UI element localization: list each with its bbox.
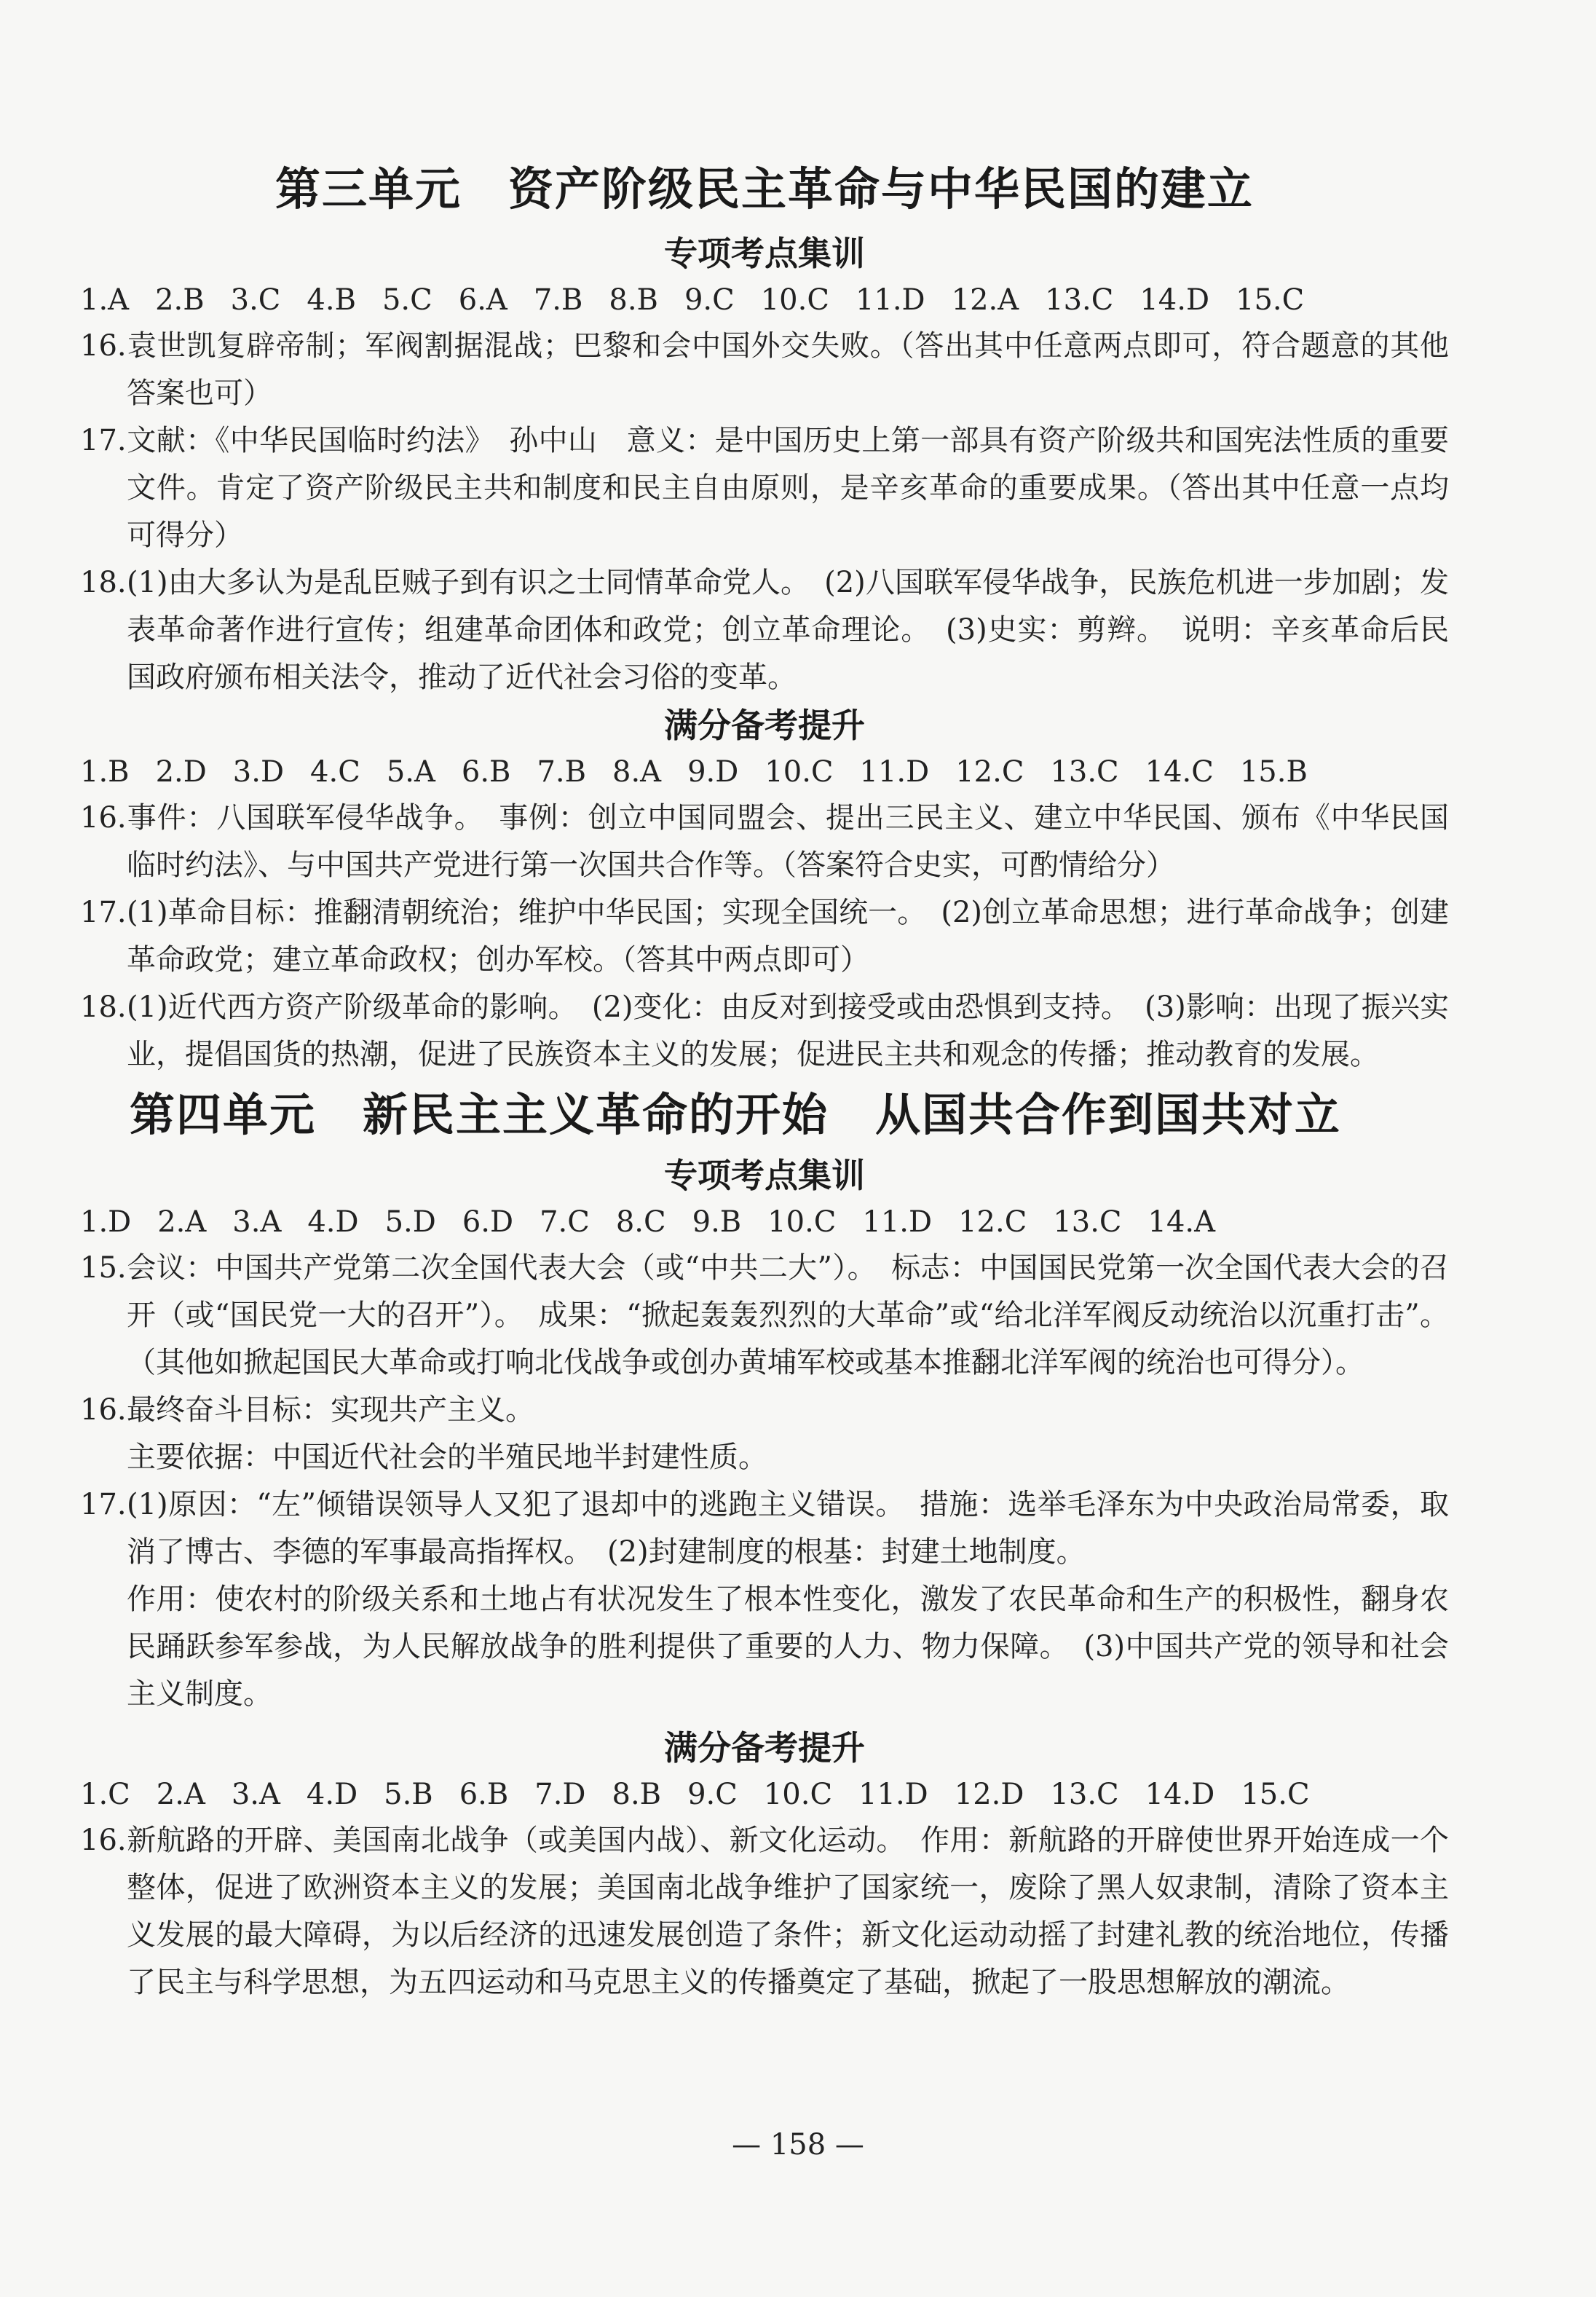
- page-number: — 158 —: [732, 2128, 864, 2162]
- choice-answer: 8.B: [612, 1778, 662, 1811]
- choice-answer: 5.D: [384, 1205, 436, 1239]
- unit4-section2-choices: [80, 1772, 1449, 1817]
- choice-answer: 7.B: [537, 755, 586, 789]
- choice-answer: 10.C: [760, 283, 829, 317]
- unit3-title: 第三单元 资产阶级民主革命与中华民国的建立: [274, 162, 1254, 216]
- unit4-s2-q16: [80, 1817, 1449, 2006]
- question-number: 17.: [80, 424, 127, 457]
- choice-answer: 11.D: [858, 1778, 928, 1811]
- unit4-s1-q16: [80, 1387, 1449, 1481]
- choice-answer: 9.D: [687, 755, 739, 789]
- choice-answer: 4.C: [310, 755, 360, 789]
- choice-answer: 1.C: [80, 1778, 130, 1811]
- choice-answer: 7.D: [534, 1778, 586, 1811]
- choice-answer: 8.A: [612, 755, 662, 789]
- choice-answer: 4.D: [306, 1778, 358, 1811]
- choice-answer: 12.D: [954, 1778, 1024, 1811]
- question-number: 16.: [80, 1393, 127, 1427]
- unit3-s2-q18: [80, 984, 1449, 1079]
- choice-answer: 9.B: [692, 1205, 742, 1239]
- choice-answer: 14.D: [1145, 1778, 1215, 1811]
- unit4-s1-q17: [80, 1481, 1449, 1718]
- choice-answer: 13.C: [1050, 1778, 1119, 1811]
- question-number: 18.: [80, 566, 127, 599]
- choice-answer: 5.A: [386, 755, 435, 789]
- choice-answer: 13.C: [1053, 1205, 1122, 1239]
- choice-answer: 8.B: [609, 283, 658, 317]
- choice-answer: 6.A: [458, 283, 507, 317]
- choice-answer: 8.C: [615, 1205, 666, 1239]
- choice-answer: 3.D: [232, 755, 285, 789]
- choice-answer: 6.D: [462, 1205, 514, 1239]
- choice-answer: 14.A: [1147, 1205, 1216, 1239]
- choice-answer: 13.C: [1045, 283, 1114, 317]
- unit4-section1-choices: [80, 1199, 1449, 1245]
- choice-answer: 15.C: [1241, 1778, 1310, 1811]
- choice-answer: 1.B: [80, 755, 130, 789]
- unit3-s1-q18: [80, 559, 1449, 701]
- unit3-section1-choices: [80, 277, 1449, 323]
- answer-text: 主要依据：中国近代社会的半殖民地半封建性质。: [127, 1441, 767, 1474]
- answer-text: 新航路的开辟、美国南北战争（或美国内战）、新文化运动。 作用：新航路的开辟使世界开始连成一个整体，促进了欧洲资本主义的发展；美国南北战争维护了国家统一，废除了黑人奴隶制，清除了资本主义发展的最大障碍，为以后经济的迅速发展创造了条件；新文化运动动摇了封建礼教的统治地位，传播了民主与科学思想，为五四运动和马克思主义的传播奠定了基础，掀起了一股思想解放的潮流。: [127, 1824, 1449, 1999]
- choice-answer: 2.D: [155, 755, 207, 789]
- question-number: 16.: [80, 1824, 127, 1857]
- answer-text: (1)原因：“左”倾错误领导人又犯了退却中的逃跑主义错误。 措施：选举毛泽东为中央政治局常委，取消了博古、李德的军事最高指挥权。 (2)封建制度的根基：封建土地制度。: [127, 1488, 1449, 1569]
- unit4-title: 第四单元 新民主主义革命的开始 从国共合作到国共对立: [129, 1088, 1341, 1141]
- choice-answer: 4.B: [307, 283, 356, 317]
- choice-answer: 9.C: [687, 1778, 738, 1811]
- choice-answer: 9.C: [684, 283, 735, 317]
- unit3-section1-title: 专项考点集训: [664, 234, 865, 273]
- unit3-s1-q17: [80, 417, 1449, 559]
- choice-answer: 10.C: [767, 1205, 837, 1239]
- choice-answer: 14.C: [1145, 755, 1214, 789]
- choice-answer: 2.B: [155, 283, 205, 317]
- choice-answer: 11.D: [855, 283, 925, 317]
- choice-answer: 12.C: [958, 1205, 1027, 1239]
- choice-answer: 3.A: [232, 1205, 282, 1239]
- unit4-section1-title: 专项考点集训: [664, 1156, 865, 1195]
- choice-answer: 2.A: [157, 1205, 207, 1239]
- choice-answer: 7.C: [540, 1205, 590, 1239]
- choice-answer: 13.C: [1050, 755, 1119, 789]
- answer-page: [80, 149, 1449, 2006]
- choice-answer: 15.C: [1236, 283, 1305, 317]
- choice-answer: 4.D: [307, 1205, 359, 1239]
- unit3-s1-q16: [80, 323, 1449, 417]
- choice-answer: 14.D: [1139, 283, 1210, 317]
- choice-answer: 11.D: [862, 1205, 933, 1239]
- unit3-s2-q17: [80, 889, 1449, 984]
- choice-answer: 11.D: [859, 755, 930, 789]
- answer-text: 最终奋斗目标：实现共产主义。: [127, 1393, 534, 1427]
- choice-answer: 6.B: [459, 1778, 509, 1811]
- answer-text: (1)近代西方资产阶级革命的影响。 (2)变化：由反对到接受或由恐惧到支持。 (3)影响：出现了振兴实业，提倡国货的热潮，促进了民族资本主义的发展；促进民主共和观念的传播；推动教育的发展。: [127, 990, 1449, 1071]
- choice-answer: 1.A: [80, 283, 130, 317]
- unit4-s1-q15: [80, 1245, 1449, 1387]
- answer-text: 袁世凯复辟帝制；军阀割据混战；巴黎和会中国外交失败。（答出其中任意两点即可，符合题意的其他答案也可）: [127, 329, 1449, 410]
- answer-text: (1)革命目标：推翻清朝统治；维护中华民国；实现全国统一。 (2)创立革命思想；进行革命战争；创建革命政党；建立革命政权；创办军校。（答其中两点即可）: [127, 896, 1449, 977]
- choice-answer: 5.C: [382, 283, 432, 317]
- unit4-section2-title: 满分备考提升: [664, 1728, 865, 1768]
- unit3-section2-choices: [80, 749, 1449, 795]
- question-number: 17.: [80, 896, 127, 929]
- question-number: 15.: [80, 1251, 127, 1285]
- choice-answer: 5.B: [384, 1778, 433, 1811]
- question-number: 17.: [80, 1488, 127, 1521]
- answer-text: (1)由大多认为是乱臣贼子到有识之士同情革命党人。 (2)八国联军侵华战争，民族危机进一步加剧；发表革命著作进行宣传；组建革命团体和政党；创立革命理论。 (3)史实：剪辫。 说明：辛亥革命后民国政府颁布相关法令，推动了近代社会习俗的变革。: [127, 566, 1449, 694]
- question-number: 16.: [80, 801, 127, 835]
- choice-answer: 6.B: [461, 755, 511, 789]
- answer-text: 会议：中国共产党第二次全国代表大会（或“中共二大”）。 标志：中国国民党第一次全国代表大会的召开（或“国民党一大的召开”）。 成果：“掀起轰轰烈烈的大革命”或“给北洋军阀反动统治以沉重打击”。（其他如掀起国民大革命或打响北伐战争或创办黄埔军校或基本推翻北洋军阀的统治也可得分）。: [127, 1251, 1449, 1379]
- question-number: 18.: [80, 990, 127, 1024]
- choice-answer: 3.C: [230, 283, 281, 317]
- question-number: 16.: [80, 329, 127, 363]
- choice-answer: 12.A: [951, 283, 1019, 317]
- unit3-s2-q16: [80, 795, 1449, 889]
- choice-answer: 10.C: [763, 1778, 833, 1811]
- choice-answer: 1.D: [80, 1205, 132, 1239]
- choice-answer: 12.C: [955, 755, 1024, 789]
- answer-text: 事件：八国联军侵华战争。 事例：创立中国同盟会、提出三民主义、建立中华民国、颁布《中华民国临时约法》、与中国共产党进行第一次国共合作等。（答案符合史实，可酌情给分）: [127, 801, 1449, 882]
- choice-answer: 15.B: [1239, 755, 1308, 789]
- choice-answer: 7.B: [533, 283, 583, 317]
- unit3-section2-title: 满分备考提升: [664, 706, 865, 745]
- answer-text: 作用：使农村的阶级关系和土地占有状况发生了根本性变化，激发了农民革命和生产的积极性，翻身农民踊跃参军参战，为人民解放战争的胜利提供了重要的人力、物力保障。 (3)中国共产党的领导和社会主义制度。: [127, 1583, 1449, 1711]
- choice-answer: 3.A: [231, 1778, 280, 1811]
- choice-answer: 2.A: [156, 1778, 205, 1811]
- answer-text: 文献：《中华民国临时约法》 孙中山 意义：是中国历史上第一部具有资产阶级共和国宪法性质的重要文件。肯定了资产阶级民主共和制度和民主自由原则，是辛亥革命的重要成果。（答出其中任意一点均可得分）: [127, 424, 1449, 552]
- choice-answer: 10.C: [765, 755, 834, 789]
